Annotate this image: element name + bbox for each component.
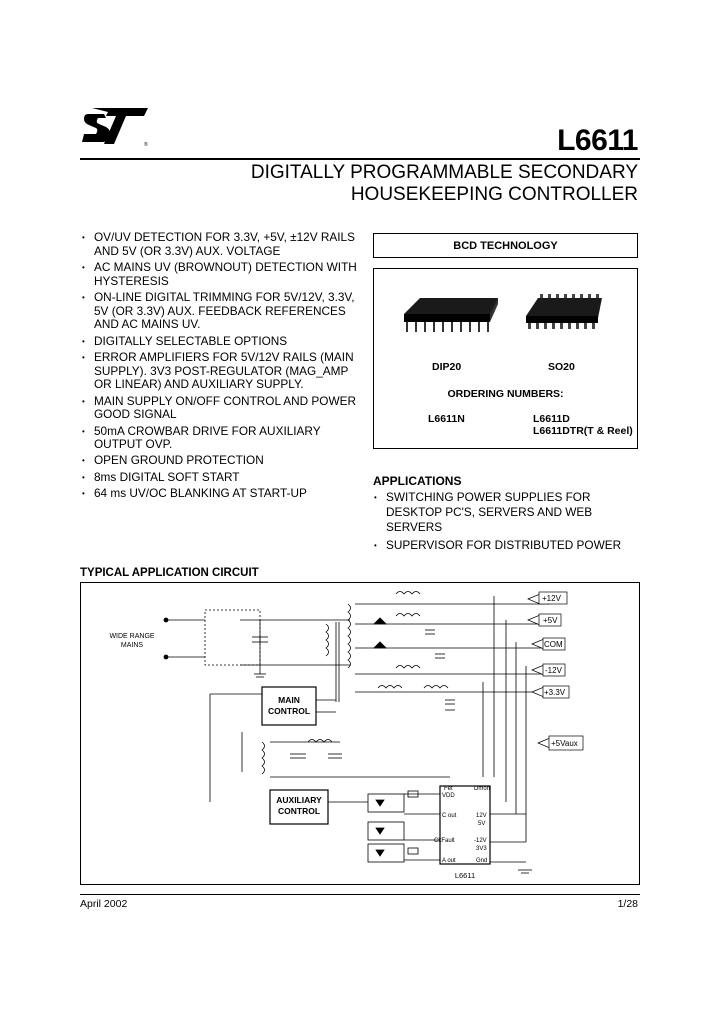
so20-label: SO20 [548,361,575,373]
pin-fet: Fet [444,786,453,792]
title-line-2: HOUSEKEEPING CONTROLLER [350,184,638,205]
footer-rule [80,894,640,895]
chip-label: L6611 [454,871,476,880]
label-5v: +5V [543,616,558,625]
label-neg12v: -12V [545,666,562,675]
title-line-1: DIGITALLY PROGRAMMABLE SECONDARY [250,162,638,183]
applications-heading: APPLICATIONS [373,474,462,488]
ordering-numbers-title: ORDERING NUMBERS: [447,388,564,400]
feature-item: • MAIN SUPPLY ON/OFF CONTROL AND POWER GOOD SIGNAL [80,395,365,422]
applications-list [373,490,643,556]
pin-vdd: VDD [442,793,455,799]
label-12v: +12V [542,594,561,603]
registered-mark: ® [144,142,148,148]
aux-control-label-2: CONTROL [277,806,321,816]
mains-label-2: MAINS [120,642,144,649]
pin-ckfault: CkFault [434,838,455,844]
pin-gnd: Gnd [476,858,488,864]
pin-aout: A out [442,858,456,864]
pin-m12v: -12V [474,838,487,844]
feature-list [80,231,365,504]
page-title [251,162,638,206]
application-circuit-diagram [80,582,640,885]
pin-3v3: 3V3 [476,846,487,852]
part-number: L6611 [557,124,638,157]
technology-box: BCD TECHNOLOGY [373,233,638,258]
feature-item: • 8ms DIGITAL SOFT START [80,471,365,485]
dip20-package-image [400,290,500,340]
dip20-label: DIP20 [432,361,462,373]
st-logo [82,104,152,148]
order-so-2: L6611DTR(T & Reel) [533,425,633,437]
order-so [533,413,633,437]
label-5vaux: +5Vaux [551,739,578,748]
mains-label-1: WIDE RANGE [109,633,155,640]
order-dip: L6611N [428,413,465,425]
main-control-label-2: CONTROL [267,706,311,716]
feature-item: • 50mA CROWBAR DRIVE FOR AUXILIARY OUTPUT OVP. [80,425,365,452]
feature-item: • OV/UV DETECTION FOR 3.3V, +5V, ±12V RAILS AND 5V (OR 3.3V) AUX. VOLTAGE [80,231,365,258]
label-33v: +3.3V [544,688,566,697]
footer-date: April 2002 [80,898,128,910]
pin-dmon: Dmon [474,786,491,792]
aux-control-label-1: AUXILIARY [276,795,322,805]
order-so-1: L6611D [533,413,570,425]
feature-item: • OPEN GROUND PROTECTION [80,454,365,468]
circuit-heading: TYPICAL APPLICATION CIRCUIT [80,567,259,579]
so20-package-image [522,290,606,338]
header-rule [80,158,640,160]
application-item: • SUPERVISOR FOR DISTRIBUTED POWER [373,538,643,553]
footer-page: 1/28 [617,898,638,910]
main-control-label-1: MAIN [278,695,300,705]
feature-item: • AC MAINS UV (BROWNOUT) DETECTION WITH HYSTERESIS [80,261,365,288]
feature-item: • DIGITALLY SELECTABLE OPTIONS [80,335,365,349]
label-com: COM [544,640,563,649]
application-item: • SWITCHING POWER SUPPLIES FOR DESKTOP PC'S, SERVERS AND WEB SERVERS [373,490,643,535]
pin-12v: 12V [476,813,487,819]
feature-item: • ON-LINE DIGITAL TRIMMING FOR 5V/12V, 3.3V, 5V (OR 3.3V) AUX. FEEDBACK REFERENCES AND AC MAINS UV. [80,291,365,332]
feature-item: • ERROR AMPLIFIERS FOR 5V/12V RAILS (MAIN SUPPLY). 3V3 POST-REGULATOR (MAG_AMP OR LINEAR) AND AUXILIARY SUPPLY. [80,351,365,392]
pin-5v: 5V [478,821,486,827]
feature-item: • 64 ms UV/OC BLANKING AT START-UP [80,487,365,501]
pin-cout: C out [442,813,457,819]
